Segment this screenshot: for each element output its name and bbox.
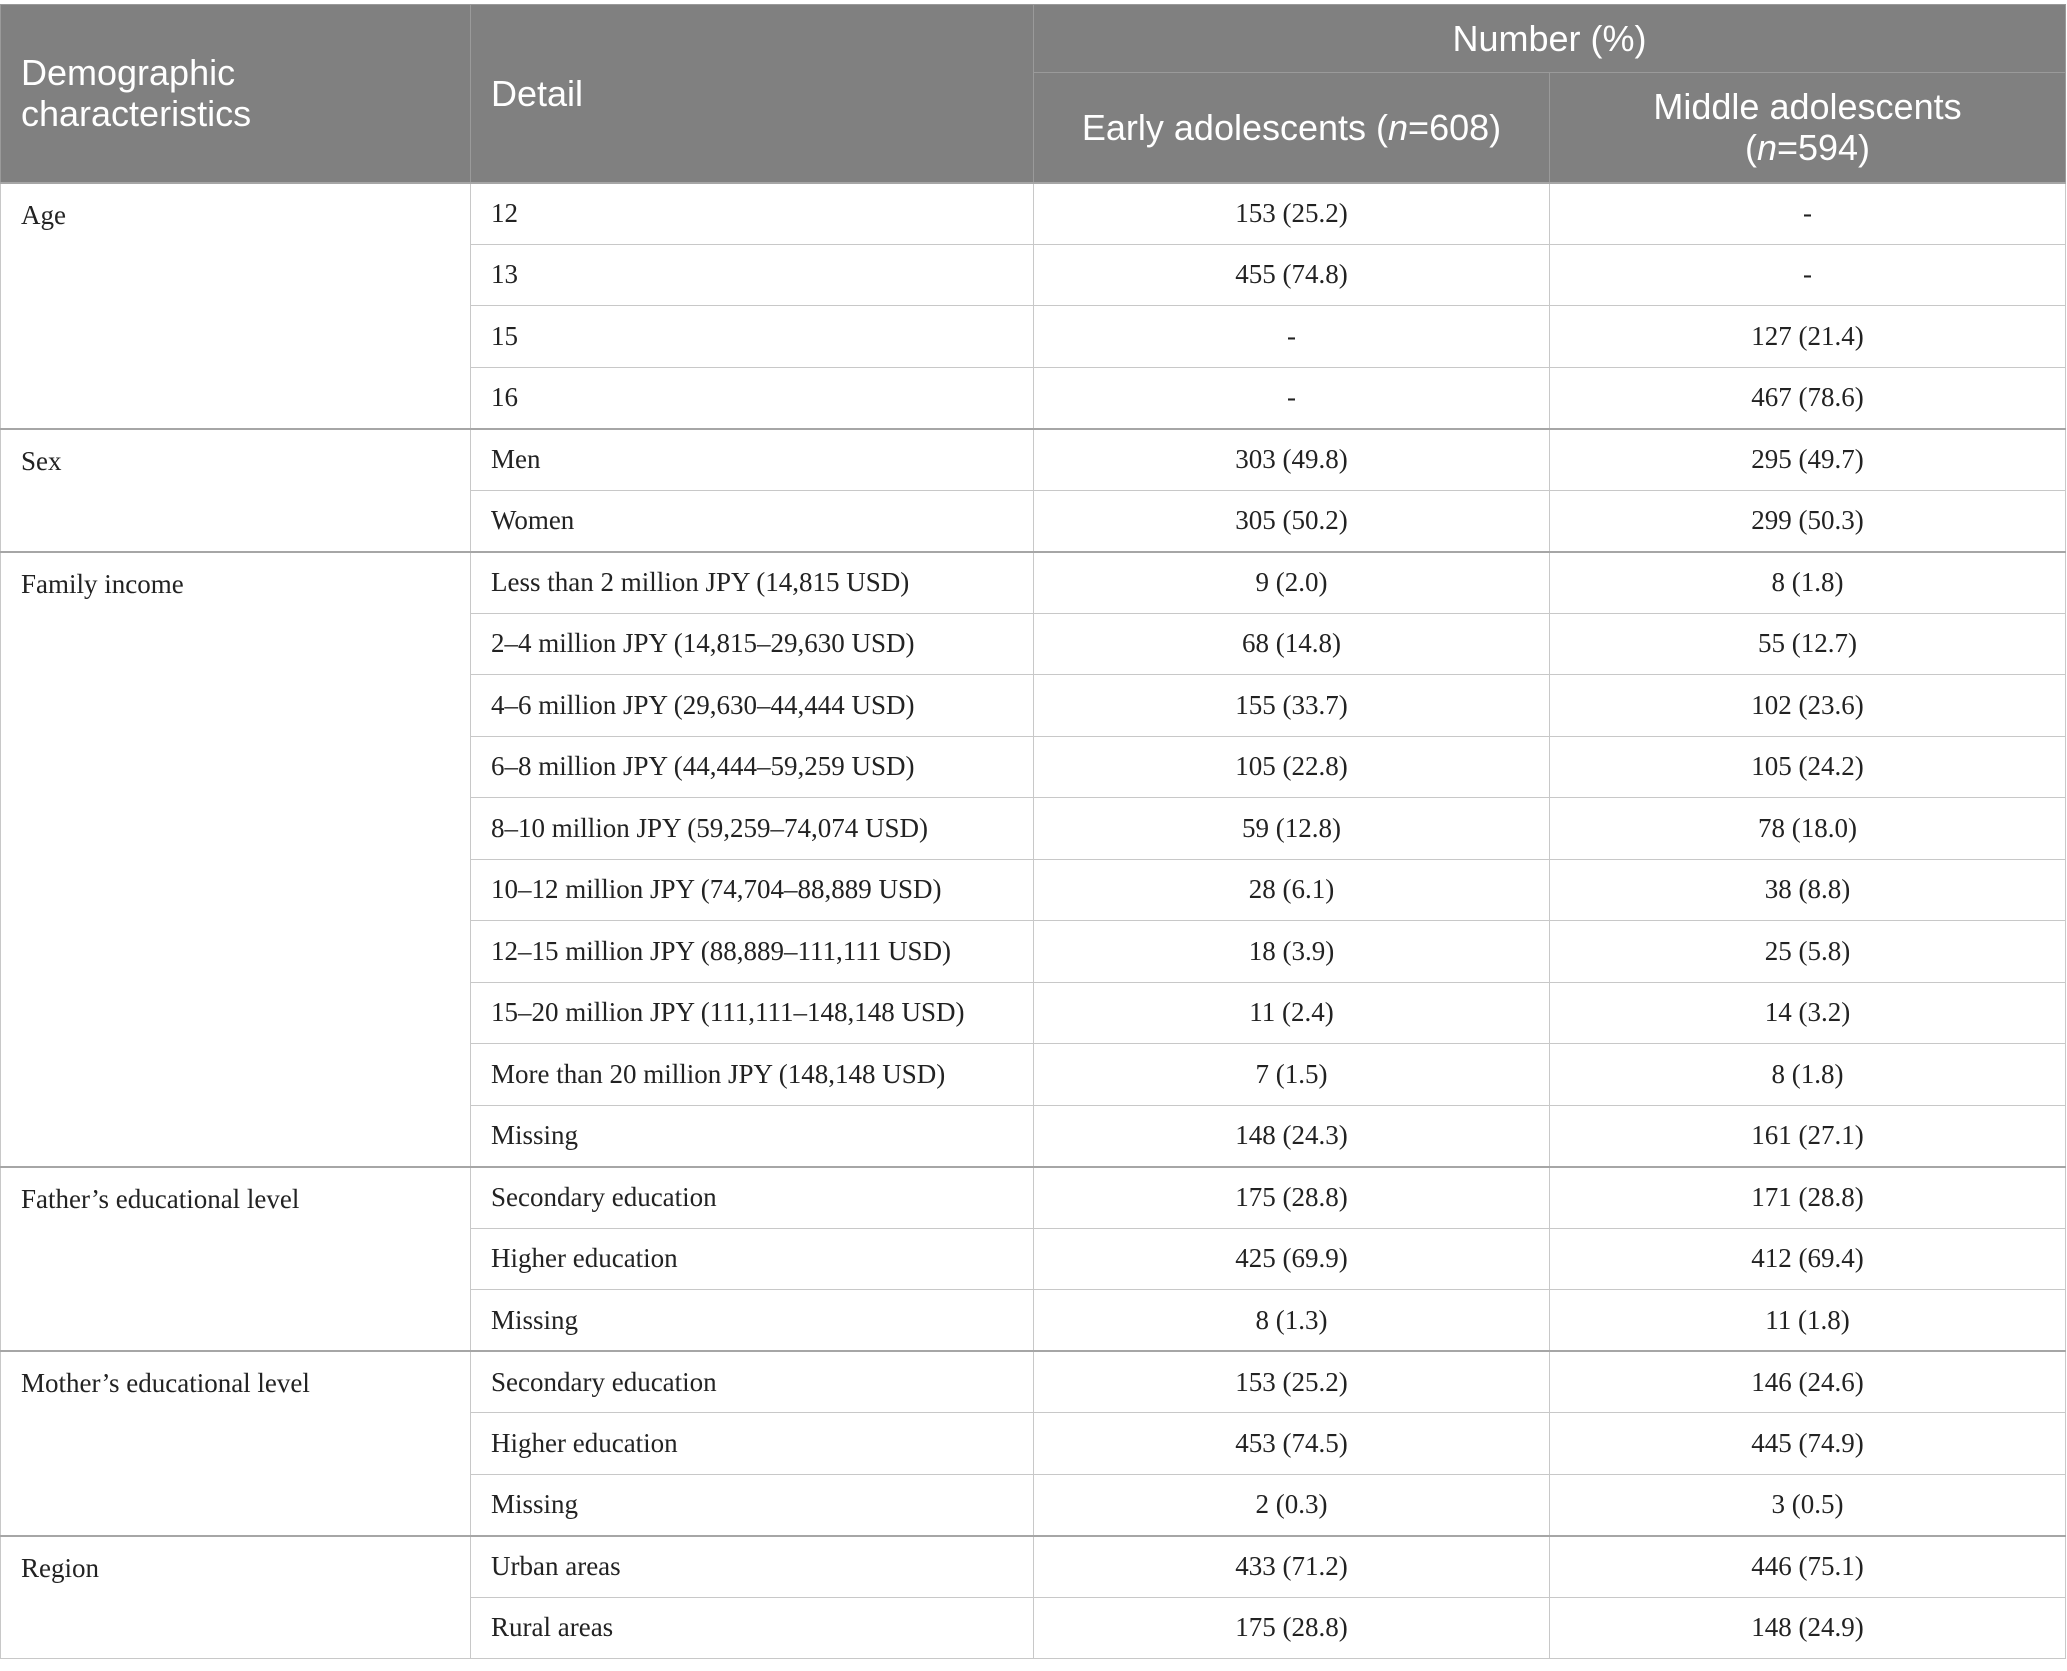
category-cell: Mother’s educational level bbox=[1, 1351, 471, 1536]
middle-adolescents-cell: 38 (8.8) bbox=[1550, 859, 2066, 921]
early-adolescents-cell: 105 (22.8) bbox=[1034, 736, 1550, 798]
table-row bbox=[1, 1167, 2066, 1229]
middle-adolescents-cell: 299 (50.3) bbox=[1550, 490, 2066, 552]
early-adolescents-cell: 8 (1.3) bbox=[1034, 1290, 1550, 1352]
detail-cell: 16 bbox=[471, 367, 1034, 429]
early-adolescents-cell: - bbox=[1034, 306, 1550, 368]
detail-cell: Missing bbox=[471, 1290, 1034, 1352]
early-adolescents-cell: 175 (28.8) bbox=[1034, 1167, 1550, 1229]
middle-adolescents-cell: 14 (3.2) bbox=[1550, 982, 2066, 1044]
middle-adolescents-cell: 25 (5.8) bbox=[1550, 921, 2066, 983]
detail-cell: Rural areas bbox=[471, 1597, 1034, 1659]
early-adolescents-cell: 153 (25.2) bbox=[1034, 183, 1550, 245]
middle-adolescents-cell: 55 (12.7) bbox=[1550, 613, 2066, 675]
detail-cell: Missing bbox=[471, 1105, 1034, 1167]
table-row bbox=[1, 183, 2066, 245]
early-adolescents-cell: 68 (14.8) bbox=[1034, 613, 1550, 675]
early-adolescents-cell: 28 (6.1) bbox=[1034, 859, 1550, 921]
header-early-adolescents: Early adolescents (n=608) bbox=[1034, 73, 1550, 183]
middle-adolescents-cell: 161 (27.1) bbox=[1550, 1105, 2066, 1167]
middle-adolescents-cell: 127 (21.4) bbox=[1550, 306, 2066, 368]
middle-adolescents-cell: 446 (75.1) bbox=[1550, 1536, 2066, 1598]
header-detail: Detail bbox=[471, 5, 1034, 183]
detail-cell: 13 bbox=[471, 244, 1034, 306]
middle-adolescents-cell: 102 (23.6) bbox=[1550, 675, 2066, 737]
table-row bbox=[1, 429, 2066, 491]
middle-adolescents-cell: 8 (1.8) bbox=[1550, 1044, 2066, 1106]
middle-adolescents-cell: 445 (74.9) bbox=[1550, 1413, 2066, 1475]
header-middle-adolescents: Middle adolescents (n=594) bbox=[1550, 73, 2066, 183]
detail-cell: Women bbox=[471, 490, 1034, 552]
early-adolescents-cell: 453 (74.5) bbox=[1034, 1413, 1550, 1475]
detail-cell: Less than 2 million JPY (14,815 USD) bbox=[471, 552, 1034, 614]
early-adolescents-cell: 305 (50.2) bbox=[1034, 490, 1550, 552]
early-adolescents-cell: 2 (0.3) bbox=[1034, 1474, 1550, 1536]
table-row bbox=[1, 1351, 2066, 1413]
detail-cell: Higher education bbox=[471, 1413, 1034, 1475]
detail-cell: Secondary education bbox=[471, 1167, 1034, 1229]
early-adolescents-cell: 425 (69.9) bbox=[1034, 1228, 1550, 1290]
middle-adolescents-cell: - bbox=[1550, 244, 2066, 306]
middle-adolescents-cell: 148 (24.9) bbox=[1550, 1597, 2066, 1659]
detail-cell: 6–8 million JPY (44,444–59,259 USD) bbox=[471, 736, 1034, 798]
detail-cell: 10–12 million JPY (74,704–88,889 USD) bbox=[471, 859, 1034, 921]
category-cell: Region bbox=[1, 1536, 471, 1659]
detail-cell: 4–6 million JPY (29,630–44,444 USD) bbox=[471, 675, 1034, 737]
table-row bbox=[1, 552, 2066, 614]
early-adolescents-cell: 11 (2.4) bbox=[1034, 982, 1550, 1044]
middle-adolescents-cell: 105 (24.2) bbox=[1550, 736, 2066, 798]
header-number-percent: Number (%) bbox=[1034, 5, 2066, 73]
middle-adolescents-cell: 3 (0.5) bbox=[1550, 1474, 2066, 1536]
early-adolescents-cell: 9 (2.0) bbox=[1034, 552, 1550, 614]
middle-adolescents-cell: 8 (1.8) bbox=[1550, 552, 2066, 614]
early-adolescents-cell: 59 (12.8) bbox=[1034, 798, 1550, 860]
category-cell: Father’s educational level bbox=[1, 1167, 471, 1352]
demographics-table bbox=[0, 4, 2066, 1659]
category-cell: Sex bbox=[1, 429, 471, 552]
middle-adolescents-cell: 412 (69.4) bbox=[1550, 1228, 2066, 1290]
detail-cell: 8–10 million JPY (59,259–74,074 USD) bbox=[471, 798, 1034, 860]
early-adolescents-cell: 153 (25.2) bbox=[1034, 1351, 1550, 1413]
detail-cell: 12 bbox=[471, 183, 1034, 245]
table-header bbox=[1, 5, 2066, 183]
table-row bbox=[1, 1536, 2066, 1598]
detail-cell: Urban areas bbox=[471, 1536, 1034, 1598]
detail-cell: 15–20 million JPY (111,111–148,148 USD) bbox=[471, 982, 1034, 1044]
early-adolescents-cell: 155 (33.7) bbox=[1034, 675, 1550, 737]
detail-cell: Missing bbox=[471, 1474, 1034, 1536]
table-body bbox=[1, 183, 2066, 1659]
middle-adolescents-cell: 171 (28.8) bbox=[1550, 1167, 2066, 1229]
early-adolescents-cell: 433 (71.2) bbox=[1034, 1536, 1550, 1598]
early-adolescents-cell: 303 (49.8) bbox=[1034, 429, 1550, 491]
middle-adolescents-cell: 78 (18.0) bbox=[1550, 798, 2066, 860]
early-adolescents-cell: 7 (1.5) bbox=[1034, 1044, 1550, 1106]
early-adolescents-cell: 175 (28.8) bbox=[1034, 1597, 1550, 1659]
early-adolescents-cell: 455 (74.8) bbox=[1034, 244, 1550, 306]
detail-cell: 12–15 million JPY (88,889–111,111 USD) bbox=[471, 921, 1034, 983]
category-cell: Family income bbox=[1, 552, 471, 1167]
middle-adolescents-cell: 295 (49.7) bbox=[1550, 429, 2066, 491]
detail-cell: Secondary education bbox=[471, 1351, 1034, 1413]
detail-cell: More than 20 million JPY (148,148 USD) bbox=[471, 1044, 1034, 1106]
middle-adolescents-cell: 467 (78.6) bbox=[1550, 367, 2066, 429]
early-adolescents-cell: 18 (3.9) bbox=[1034, 921, 1550, 983]
category-cell: Age bbox=[1, 183, 471, 429]
detail-cell: Higher education bbox=[471, 1228, 1034, 1290]
early-adolescents-cell: 148 (24.3) bbox=[1034, 1105, 1550, 1167]
early-adolescents-cell: - bbox=[1034, 367, 1550, 429]
header-demographic-characteristics: Demographic characteristics bbox=[1, 5, 471, 183]
detail-cell: 2–4 million JPY (14,815–29,630 USD) bbox=[471, 613, 1034, 675]
middle-adolescents-cell: 11 (1.8) bbox=[1550, 1290, 2066, 1352]
detail-cell: 15 bbox=[471, 306, 1034, 368]
middle-adolescents-cell: 146 (24.6) bbox=[1550, 1351, 2066, 1413]
middle-adolescents-cell: - bbox=[1550, 183, 2066, 245]
detail-cell: Men bbox=[471, 429, 1034, 491]
